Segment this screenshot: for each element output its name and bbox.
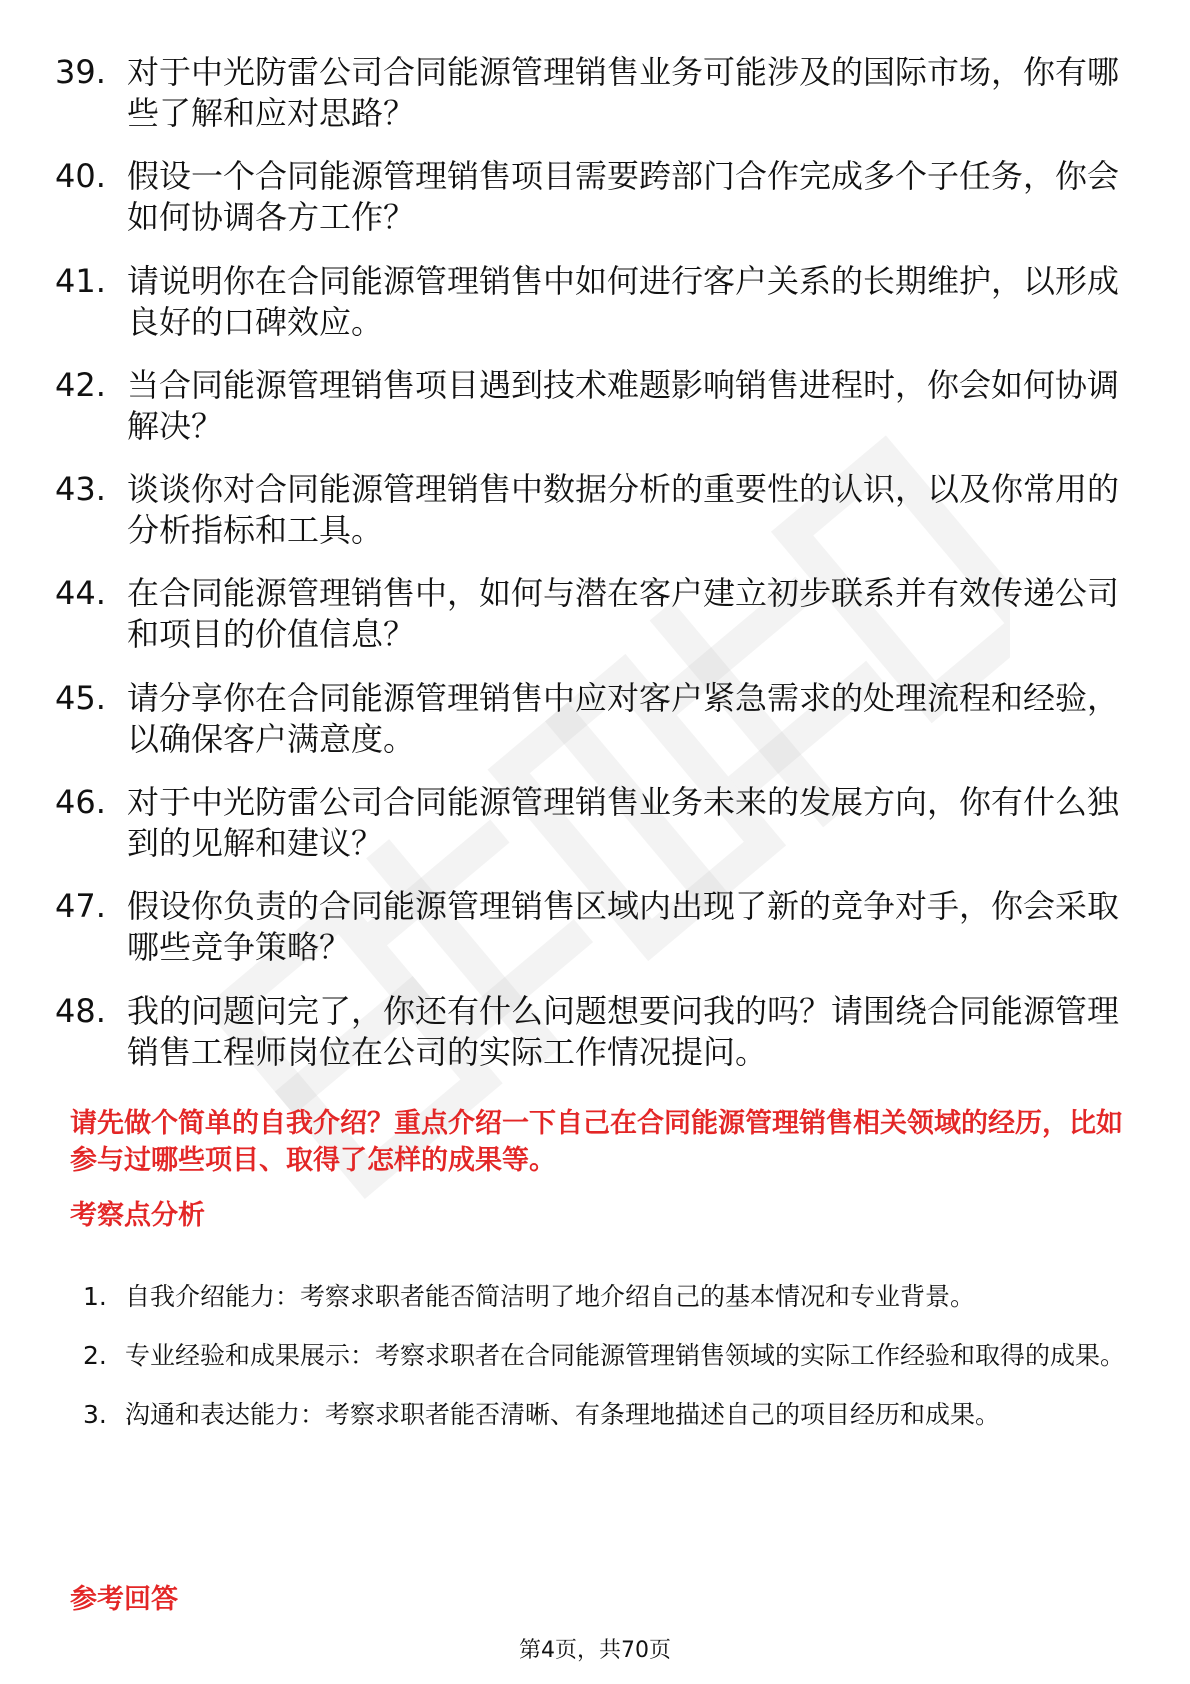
question-number: 46.: [55, 783, 106, 822]
question-text: 假设你负责的合同能源管理销售区域内出现了新的竞争对手，你会采取哪些竞争策略？: [127, 887, 1120, 967]
question-text: 对于中光防雷公司合同能源管理销售业务可能涉及的国际市场，你有哪些了解和应对思路？: [127, 53, 1120, 132]
question-number: 41.: [55, 261, 106, 300]
question-text: 谈谈你对合同能源管理销售中数据分析的重要性的认识，以及你常用的分析指标和工具。: [127, 470, 1120, 550]
analysis-point-list: [83, 1268, 1130, 1445]
analysis-heading: 考察点分析: [70, 1200, 205, 1231]
question-number: 45.: [55, 678, 106, 717]
answer-heading: 参考回答: [70, 1584, 178, 1615]
question-item: [55, 886, 1130, 968]
point-text: 专业经验和成果展示：考察求职者在合同能源管理销售领域的实际工作经验和取得的成果。: [125, 1341, 1126, 1370]
question-item: [55, 156, 1130, 238]
question-number: 48.: [55, 991, 106, 1030]
question-text: 请分享你在合同能源管理销售中应对客户紧急需求的处理流程和经验，以确保客户满意度。: [127, 678, 1120, 758]
question-item: [55, 573, 1130, 655]
question-text: 请说明你在合同能源管理销售中如何进行客户关系的长期维护，以形成良好的口碑效应。: [127, 261, 1120, 341]
question-item: [55, 365, 1130, 447]
question-text: 在合同能源管理销售中，如何与潜在客户建立初步联系并有效传递公司和项目的价值信息？: [127, 574, 1120, 654]
page-number: 第4页，共70页: [519, 1638, 671, 1663]
question-item: [55, 678, 1130, 760]
question-text: 我的问题问完了，你还有什么问题想要问我的吗？请围绕合同能源管理销售工程师岗位在公司的实际工作情况提问。: [127, 991, 1120, 1071]
question-item: [55, 782, 1130, 864]
point-number: 3.: [83, 1400, 107, 1429]
question-text: 假设一个合同能源管理销售项目需要跨部门合作完成多个子任务，你会如何协调各方工作？: [127, 157, 1120, 237]
question-number: 42.: [55, 365, 106, 404]
question-text: 对于中光防雷公司合同能源管理销售业务未来的发展方向，你有什么独到的见解和建议？: [127, 783, 1120, 863]
point-text: 沟通和表达能力：考察求职者能否清晰、有条理地描述自己的项目经历和成果。: [125, 1400, 1001, 1429]
point-number: 1.: [83, 1282, 107, 1311]
question-item: [55, 52, 1130, 134]
point-text: 自我介绍能力：考察求职者能否简洁明了地介绍自己的基本情况和专业背景。: [125, 1282, 976, 1311]
question-number: 40.: [55, 157, 106, 196]
question-item: [55, 261, 1130, 343]
question-number: 44.: [55, 574, 106, 613]
question-number: 47.: [55, 887, 106, 926]
analysis-point: [83, 1386, 1130, 1443]
point-number: 2.: [83, 1341, 107, 1370]
question-item: [55, 991, 1130, 1073]
analysis-point: [83, 1268, 1130, 1325]
question-number: 39.: [55, 53, 106, 91]
question-item: [55, 469, 1130, 551]
question-list: [55, 52, 1130, 1095]
featured-question: 请先做个简单的自我介绍？重点介绍一下自己在合同能源管理销售相关领域的经历，比如参与过哪些项目、取得了怎样的成果等。: [70, 1108, 1123, 1176]
question-text: 当合同能源管理销售项目遇到技术难题影响销售进程时，你会如何协调解决？: [127, 365, 1120, 445]
question-number: 43.: [55, 470, 106, 509]
analysis-point: [83, 1327, 1130, 1384]
